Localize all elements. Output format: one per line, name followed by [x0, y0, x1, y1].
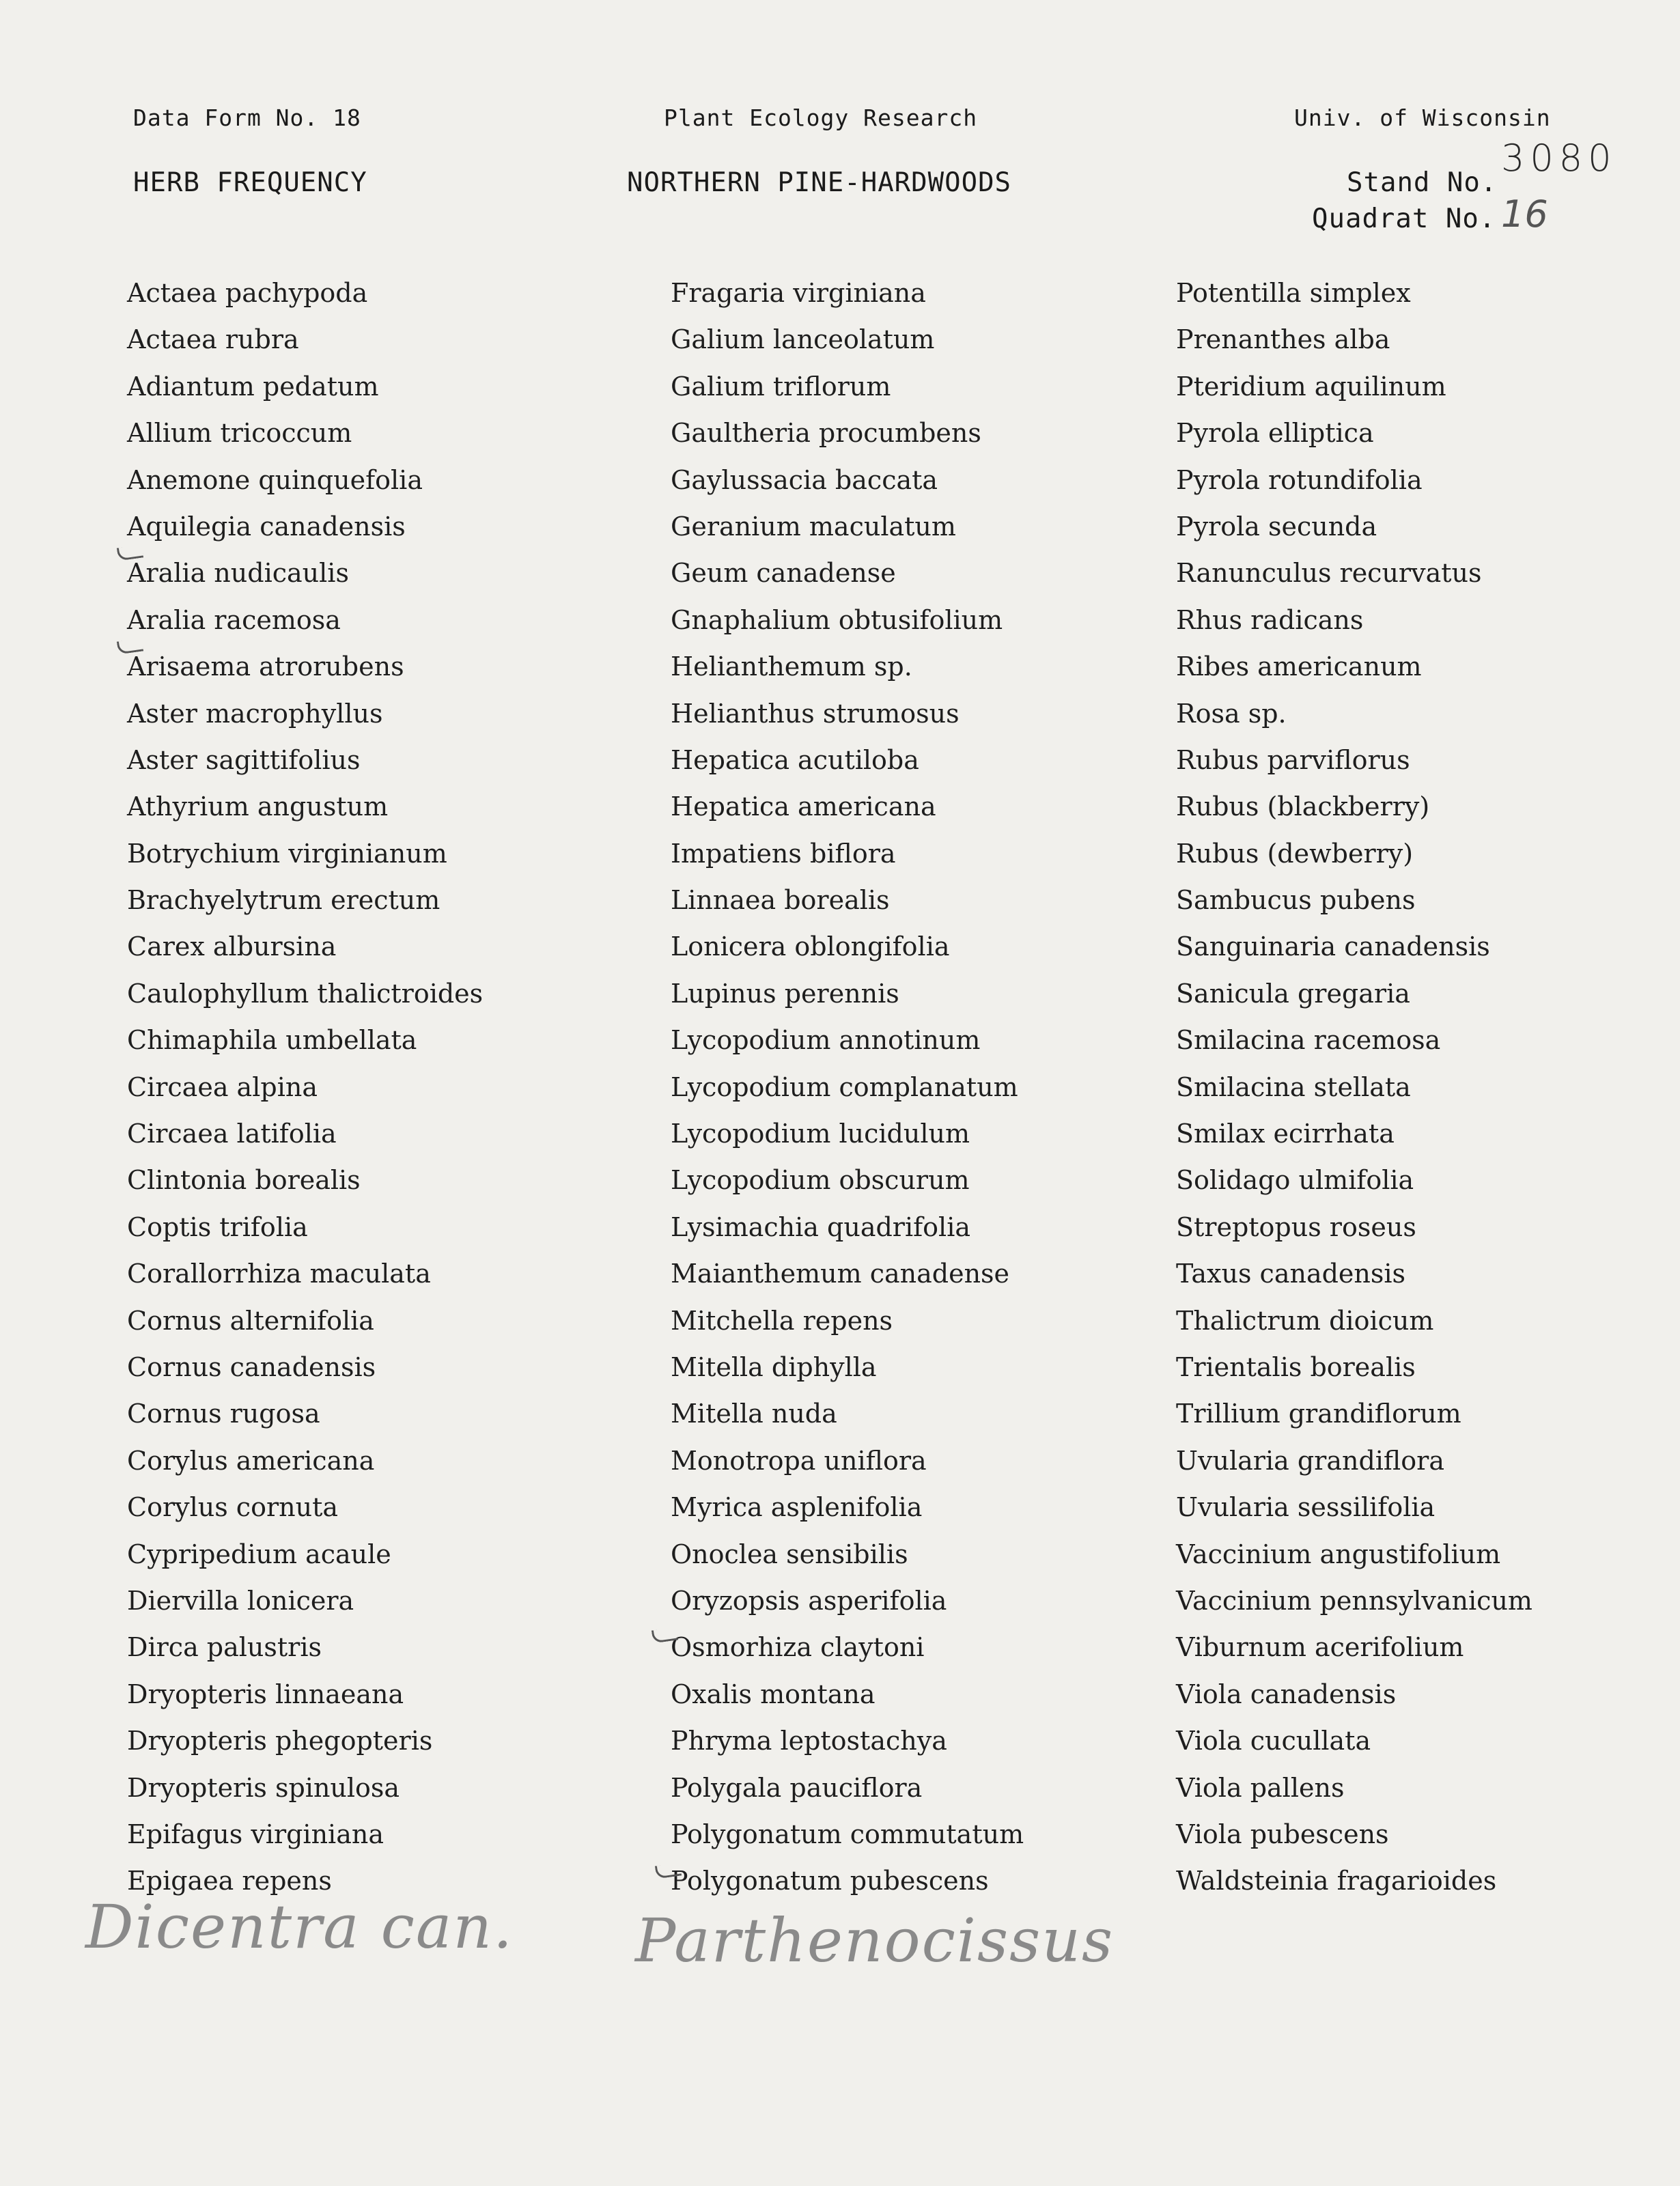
species-item: Adiantum pedatum [127, 371, 379, 402]
species-item: Trillium grandiflorum [1176, 1399, 1461, 1429]
species-item: Maianthemum canadense [671, 1259, 1010, 1289]
species-item: Lonicera oblongifolia [671, 931, 950, 962]
species-column-3 [1176, 270, 1532, 1905]
species-item: Geum canadense [671, 558, 896, 589]
species-item: Mitchella repens [671, 1305, 893, 1336]
species-item: Smilacina stellata [1176, 1071, 1411, 1102]
species-item: Potentilla simplex [1176, 278, 1411, 308]
species-item: Rosa sp. [1176, 698, 1287, 729]
species-item: Cornus alternifolia [127, 1305, 374, 1336]
species-item: Prenanthes alba [1176, 324, 1390, 355]
species-item: Rubus (blackberry) [1176, 791, 1430, 822]
species-item: Streptopus roseus [1176, 1211, 1416, 1242]
species-item: Galium lanceolatum [671, 324, 935, 355]
species-item: Gnaphalium obtusifolium [671, 604, 1003, 635]
species-item: Hepatica americana [671, 791, 936, 822]
species-item: Pteridium aquilinum [1176, 371, 1446, 402]
species-item: Aralia racemosa [127, 604, 341, 635]
species-item: Sanicula gregaria [1176, 978, 1410, 1009]
species-item: Polygonatum pubescens [671, 1866, 989, 1896]
species-item: Viola pallens [1176, 1772, 1345, 1803]
species-item: Sanguinaria canadensis [1176, 931, 1490, 962]
species-item: Oxalis montana [671, 1679, 876, 1709]
community-title: NORTHERN PINE-HARDWOODS [627, 167, 1012, 198]
species-item: Botrychium virginianum [127, 838, 447, 869]
species-item: Chimaphila umbellata [127, 1025, 417, 1056]
species-item: Anemone quinquefolia [127, 464, 423, 495]
species-item: Corallorrhiza maculata [127, 1259, 431, 1289]
stand-label: Stand No. [1347, 167, 1498, 198]
species-item: Actaea pachypoda [127, 278, 368, 308]
stand-number: 3080 [1501, 137, 1617, 180]
species-item: Phryma leptostachya [671, 1726, 947, 1756]
species-item: Fragaria virginiana [671, 278, 926, 308]
species-item: Pyrola elliptica [1176, 418, 1374, 449]
species-item: Dryopteris linnaeana [127, 1679, 404, 1709]
species-item: Onoclea sensibilis [671, 1539, 908, 1569]
species-item: Caulophyllum thalictroides [127, 978, 484, 1009]
species-item: Monotropa uniflora [671, 1445, 927, 1476]
species-item: Rubus (dewberry) [1176, 838, 1414, 869]
species-item: Viola cucullata [1176, 1726, 1371, 1756]
species-item: Circaea alpina [127, 1071, 318, 1102]
handwritten-addition-middle: Parthenocissus [635, 1905, 1115, 1976]
species-item: Aster sagittifolius [127, 744, 361, 775]
species-item: Lycopodium annotinum [671, 1025, 981, 1056]
species-item: Gaultheria procumbens [671, 418, 981, 449]
species-item: Dirca palustris [127, 1632, 322, 1663]
species-item: Lycopodium complanatum [671, 1071, 1018, 1102]
species-item: Smilacina racemosa [1176, 1025, 1441, 1056]
quadrat-label: Quadrat No. [1312, 204, 1496, 234]
species-item: Circaea latifolia [127, 1119, 337, 1149]
species-item: Cornus rugosa [127, 1399, 320, 1429]
species-item: Hepatica acutiloba [671, 744, 919, 775]
species-item: Uvularia grandiflora [1176, 1445, 1444, 1476]
species-item: Dryopteris phegopteris [127, 1726, 433, 1756]
quadrat-number: 16 [1501, 193, 1548, 236]
species-item: Ranunculus recurvatus [1176, 558, 1482, 589]
species-item: Actaea rubra [127, 324, 299, 355]
species-item: Aquilegia canadensis [127, 511, 406, 542]
species-item: Diervilla lonicera [127, 1585, 354, 1616]
form-title: HERB FREQUENCY [133, 167, 367, 198]
species-item: Epigaea repens [127, 1866, 332, 1896]
species-item: Vaccinium pennsylvanicum [1176, 1585, 1532, 1616]
species-item: Coptis trifolia [127, 1211, 308, 1242]
species-item: Athyrium angustum [127, 791, 389, 822]
species-item: Ribes americanum [1176, 651, 1422, 682]
species-item: Aralia nudicaulis [127, 558, 349, 589]
species-item: Helianthemum sp. [671, 651, 912, 682]
species-item: Cypripedium acaule [127, 1539, 391, 1569]
species-item: Galium triflorum [671, 371, 891, 402]
species-item: Viola canadensis [1176, 1679, 1397, 1709]
species-item: Pyrola secunda [1176, 511, 1377, 542]
species-item: Brachyelytrum erectum [127, 885, 440, 916]
species-item: Lycopodium obscurum [671, 1165, 970, 1196]
university-name: Univ. of Wisconsin [1294, 104, 1551, 131]
species-item: Linnaea borealis [671, 885, 890, 916]
species-item: Corylus cornuta [127, 1492, 338, 1523]
species-item: Smilax ecirrhata [1176, 1119, 1395, 1149]
species-item: Oryzopsis asperifolia [671, 1585, 947, 1616]
species-item: Sambucus pubens [1176, 885, 1416, 916]
species-item: Solidago ulmifolia [1176, 1165, 1414, 1196]
species-item: Pyrola rotundifolia [1176, 464, 1423, 495]
organization-name: Plant Ecology Research [664, 104, 978, 131]
species-item: Arisaema atrorubens [127, 651, 404, 682]
species-item: Aster macrophyllus [127, 698, 383, 729]
species-item: Myrica asplenifolia [671, 1492, 923, 1523]
species-item: Rubus parviflorus [1176, 744, 1410, 775]
species-item: Clintonia borealis [127, 1165, 361, 1196]
species-item: Corylus americana [127, 1445, 375, 1476]
species-item: Polygala pauciflora [671, 1772, 923, 1803]
species-item: Viola pubescens [1176, 1819, 1389, 1849]
species-item: Thalictrum dioicum [1176, 1305, 1434, 1336]
species-item: Osmorhiza claytoni [671, 1632, 925, 1663]
species-item: Rhus radicans [1176, 604, 1364, 635]
species-item: Helianthus strumosus [671, 698, 960, 729]
species-item: Taxus canadensis [1176, 1259, 1406, 1289]
handwritten-addition-left: Dicentra can. [85, 1892, 514, 1962]
species-item: Carex albursina [127, 931, 337, 962]
species-item: Cornus canadensis [127, 1351, 376, 1382]
species-item: Uvularia sessilifolia [1176, 1492, 1436, 1523]
species-item: Gaylussacia baccata [671, 464, 938, 495]
species-item: Mitella diphylla [671, 1351, 877, 1382]
species-item: Waldsteinia fragarioides [1176, 1866, 1497, 1896]
form-number: Data Form No. 18 [133, 104, 361, 131]
species-item: Dryopteris spinulosa [127, 1772, 400, 1803]
species-item: Geranium maculatum [671, 511, 956, 542]
species-column-1 [127, 270, 483, 1905]
species-item: Lupinus perennis [671, 978, 899, 1009]
species-item: Trientalis borealis [1176, 1351, 1416, 1382]
species-item: Epifagus virginiana [127, 1819, 384, 1849]
species-item: Allium tricoccum [127, 418, 352, 449]
species-item: Polygonatum commutatum [671, 1819, 1024, 1849]
species-item: Lycopodium lucidulum [671, 1119, 970, 1149]
species-column-2 [671, 270, 1024, 1905]
species-item: Lysimachia quadrifolia [671, 1211, 971, 1242]
species-item: Mitella nuda [671, 1399, 837, 1429]
species-item: Viburnum acerifolium [1176, 1632, 1464, 1663]
species-item: Impatiens biflora [671, 838, 896, 869]
species-item: Vaccinium angustifolium [1176, 1539, 1501, 1569]
